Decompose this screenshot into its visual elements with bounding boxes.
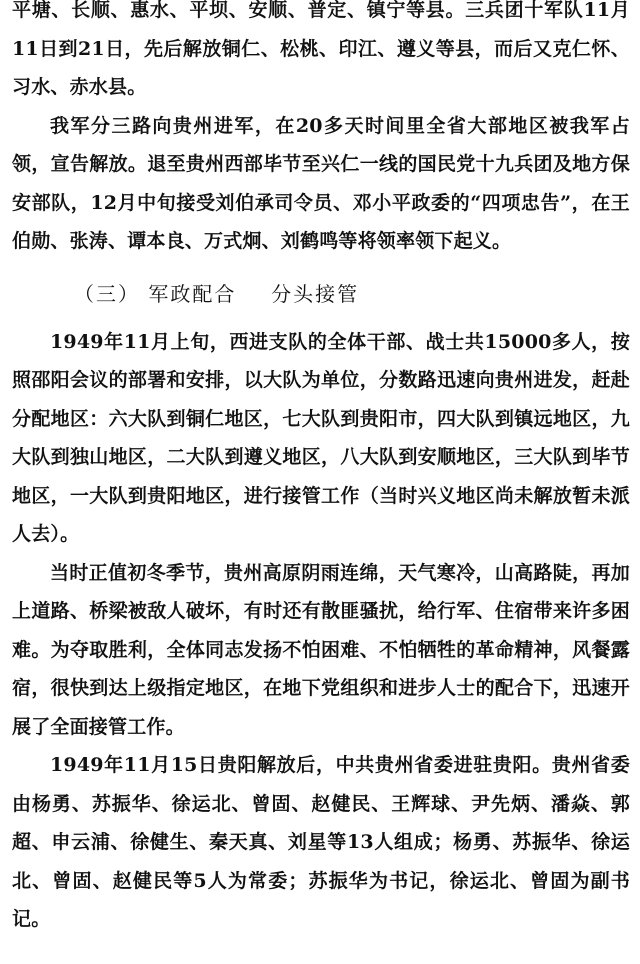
paragraph-winter-hardship: 当时正值初冬季节，贵州高原阴雨连绵，天气寒冷，山高路陡，再加上道路、桥梁被敌人破坏，有时还有散匪骚扰，给行军、住宿带来许多困难。为夺取胜利，全体同志发扬不怕困难、不怕牺牲的革命精神，风餐露宿，很快到达上级指定地区，在地下党组织和进步人士的配合下，迅速开展了全面接管工作。 — [12, 561, 630, 738]
paragraph-military-advance: 平塘、长顺、惠水、平坝、安顺、普定、镇宁等县。三兵团十军队11月11日到21日，先后解放铜仁、松桃、印江、遵义等县，而后又克仁怀、习水、赤水县。 — [12, 0, 630, 98]
paragraph-guizhou-liberation: 我军分三路向贵州进军，在20多天时间里全省大部地区被我军占领，宣告解放。退至贵州西部毕节至兴仁一线的国民党十九兵团及地方保安部队，12月中旬接受刘伯承司令员、邓小平政委的“四项忠告”，在王伯勋、张涛、谭本良、万式炯、刘鹤鸣等将领率领下起义。 — [12, 114, 630, 252]
section-title-part1: 军政配合 — [148, 281, 237, 306]
paragraph-provincial-committee: 1949年11月15日贵阳解放后，中共贵州省委进驻贵阳。贵州省委由杨勇、苏振华、徐运北、曾固、赵健民、王辉球、尹先炳、潘焱、郭超、申云浦、徐健生、秦天真、刘星等13人组成；杨勇、苏振华、徐运北、曾固、赵健民等5人为常委；苏振华为书记，徐运北、曾固为副书记。 — [12, 754, 630, 930]
section-heading — [12, 275, 630, 313]
section-title-part2: 分头接管 — [271, 281, 360, 306]
section-number: （三） — [74, 281, 140, 306]
paragraph-detachment-deployment: 1949年11月上旬，西进支队的全体干部、战士共15000多人，按照邵阳会议的部署和安排，以大队为单位，分数路迅速向贵州进发，赶赴分配地区：六大队到铜仁地区，七大队到贵阳市，四大队到镇远地区，九大队到独山地区，二大队到遵义地区，八大队到安顺地区，三大队到毕节地区，一大队到贵阳地区，进行接管工作（当时兴义地区尚未解放暂未派人去）。 — [12, 330, 630, 545]
